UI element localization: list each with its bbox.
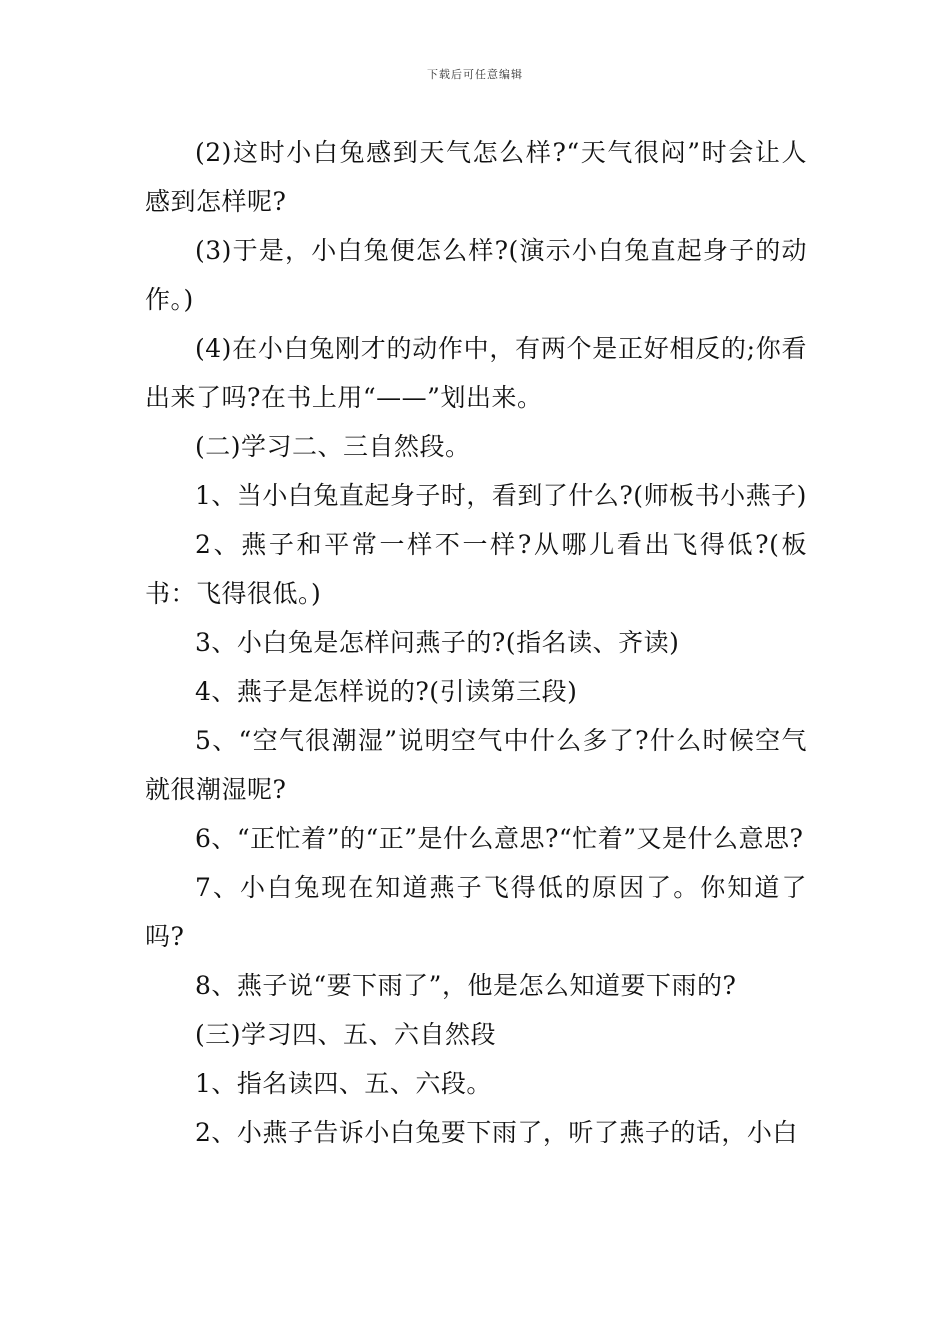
paragraph: (2)这时小白兔感到天气怎么样?“天气很闷”时会让人感到怎样呢? — [145, 138, 807, 216]
paragraph: 8、燕子说“要下雨了”，他是怎么知道要下雨的? — [195, 971, 737, 1000]
paragraph: 1、指名读四、五、六段。 — [195, 1069, 492, 1098]
paragraph: 6、“正忙着”的“正”是什么意思?“忙着”又是什么意思? — [195, 824, 804, 853]
paragraph: 7、小白兔现在知道燕子飞得低的原因了。你知道了吗? — [145, 873, 807, 951]
section-heading: (二)学习二、三自然段。 — [195, 432, 471, 461]
paragraph: 2、燕子和平常一样不一样?从哪儿看出飞得低?(板书：飞得很低。) — [145, 530, 807, 608]
paragraph: 5、“空气很潮湿”说明空气中什么多了?什么时候空气就很潮湿呢? — [145, 726, 807, 804]
paragraph: (4)在小白兔刚才的动作中，有两个是正好相反的;你看出来了吗?在书上用“——”划出来。 — [145, 334, 807, 412]
document-body — [145, 128, 807, 1157]
paragraph: 1、当小白兔直起身子时，看到了什么?(师板书小燕子) — [195, 481, 807, 510]
paragraph: 3、小白兔是怎样问燕子的?(指名读、齐读) — [195, 628, 680, 657]
section-heading: (三)学习四、五、六自然段 — [195, 1020, 497, 1049]
header-note: 下载后可任意编辑 — [427, 68, 523, 81]
paragraph: (3)于是，小白兔便怎么样?(演示小白兔直起身子的动作。) — [145, 236, 807, 314]
paragraph: 2、小燕子告诉小白兔要下雨了，听了燕子的话，小白 — [195, 1118, 798, 1147]
paragraph: 4、燕子是怎样说的?(引读第三段) — [195, 677, 578, 706]
